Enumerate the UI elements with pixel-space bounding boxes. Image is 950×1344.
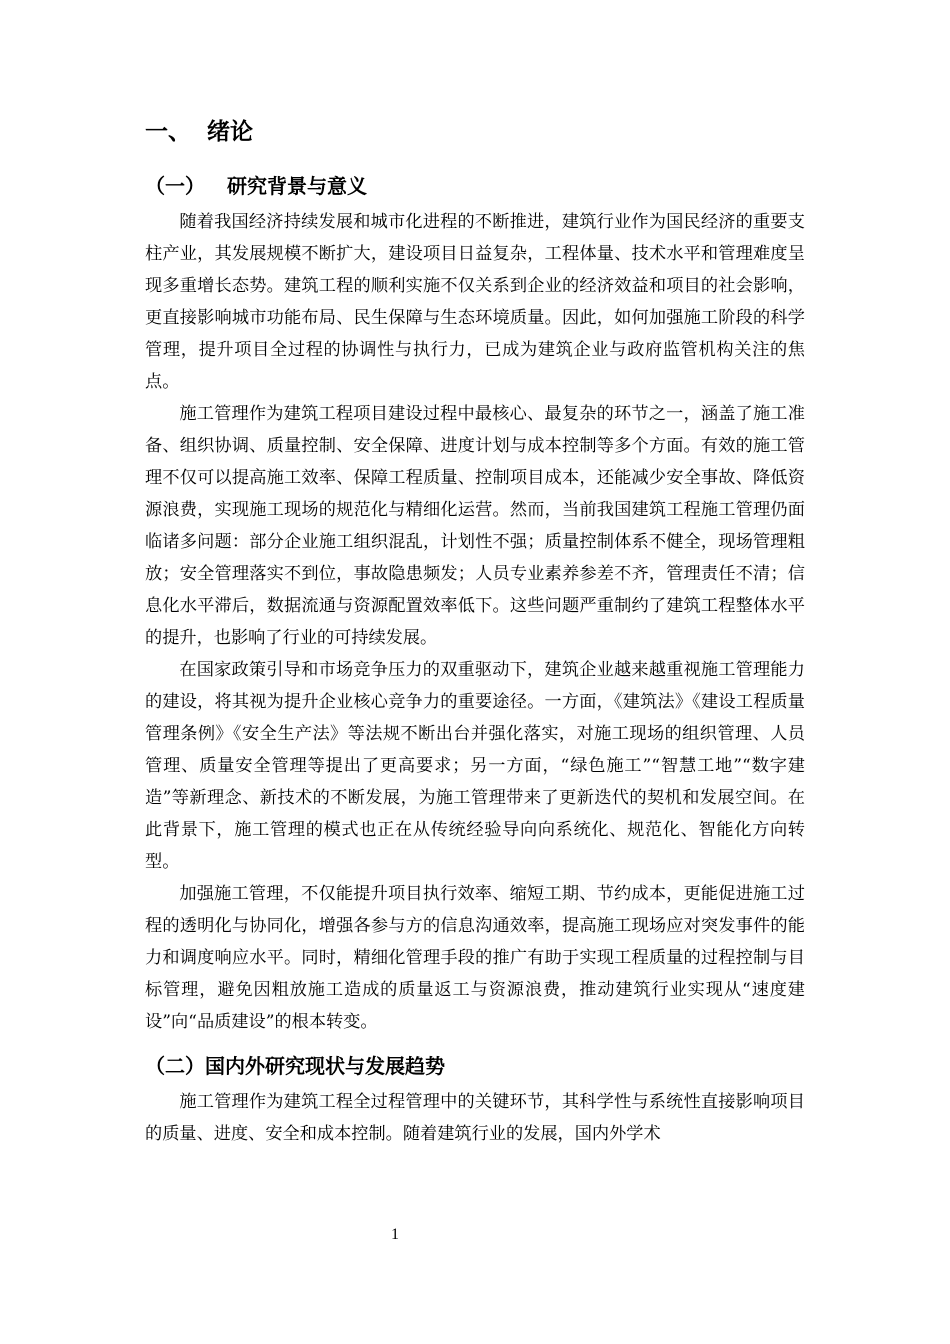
paragraph: 施工管理作为建筑工程项目建设过程中最核心、最复杂的环节之一，涵盖了施工准备、组织协调、质量控制、安全保障、进度计划与成本控制等多个方面。有效的施工管理不仅可以提高施工效率、保障工程质量、控制项目成本，还能减少安全事故、降低资源浪费，实现施工现场的规范化与精细化运营。然而，当前我国建筑工程施工管理仍面临诸多问题：部分企业施工组织混乱，计划性不强；质量控制体系不健全，现场管理粗放；安全管理落实不到位，事故隐患频发；人员专业素养参差不齐，管理责任不清；信息化水平滞后，数据流通与资源配置效率低下。这些问题严重制约了建筑工程整体水平的提升，也影响了行业的可持续发展。: [145, 404, 805, 648]
paragraph: 施工管理作为建筑工程全过程管理中的关键环节，其科学性与系统性直接影响项目的质量、进度、安全和成本控制。随着建筑行业的发展，国内外学术: [145, 1092, 805, 1144]
chapter-heading: [145, 110, 805, 154]
section-heading-background: [145, 166, 805, 206]
chapter-number: 一、: [145, 119, 191, 145]
paragraph: 加强施工管理，不仅能提升项目执行效率、缩短工期、节约成本，更能促进施工过程的透明化与协同化，增强各参与方的信息沟通效率，提高施工现场应对突发事件的能力和调度响应水平。同时，精细化管理手段的推广有助于实现工程质量的过程控制与目标管理，避免因粗放施工造成的质量返工与资源浪费，推动建筑行业实现从“速度建设”向“品质建设”的根本转变。: [145, 884, 805, 1032]
paragraph: 在国家政策引导和市场竞争压力的双重驱动下，建筑企业越来越重视施工管理能力的建设，将其视为提升企业核心竞争力的重要途径。一方面，《建筑法》《建设工程质量管理条例》《安全生产法》等法规不断出台并强化落实，对施工现场的组织管理、人员管理、质量安全管理等提出了更高要求；另一方面，“绿色施工”“智慧工地”“数字建造”等新理念、新技术的不断发展，为施工管理带来了更新迭代的契机和发展空间。在此背景下，施工管理的模式也正在从传统经验导向向系统化、规范化、智能化方向转型。: [145, 660, 805, 872]
chapter-title: 绪论: [207, 119, 253, 145]
page-number: 1: [391, 1226, 399, 1243]
section-number: （一）: [145, 174, 205, 198]
page-content: [145, 110, 805, 1150]
section-heading-research-status: [145, 1046, 805, 1086]
section-number: （二）: [145, 1054, 205, 1078]
section-title: 研究背景与意义: [227, 174, 367, 198]
section-title: 国内外研究现状与发展趋势: [205, 1054, 445, 1078]
paragraph: 随着我国经济持续发展和城市化进程的不断推进，建筑行业作为国民经济的重要支柱产业，其发展规模不断扩大，建设项目日益复杂，工程体量、技术水平和管理难度呈现多重增长态势。建筑工程的顺利实施不仅关系到企业的经济效益和项目的社会影响，更直接影响城市功能布局、民生保障与生态环境质量。因此，如何加强施工阶段的科学管理，提升项目全过程的协调性与执行力，已成为建筑企业与政府监管机构关注的焦点。: [145, 212, 805, 392]
